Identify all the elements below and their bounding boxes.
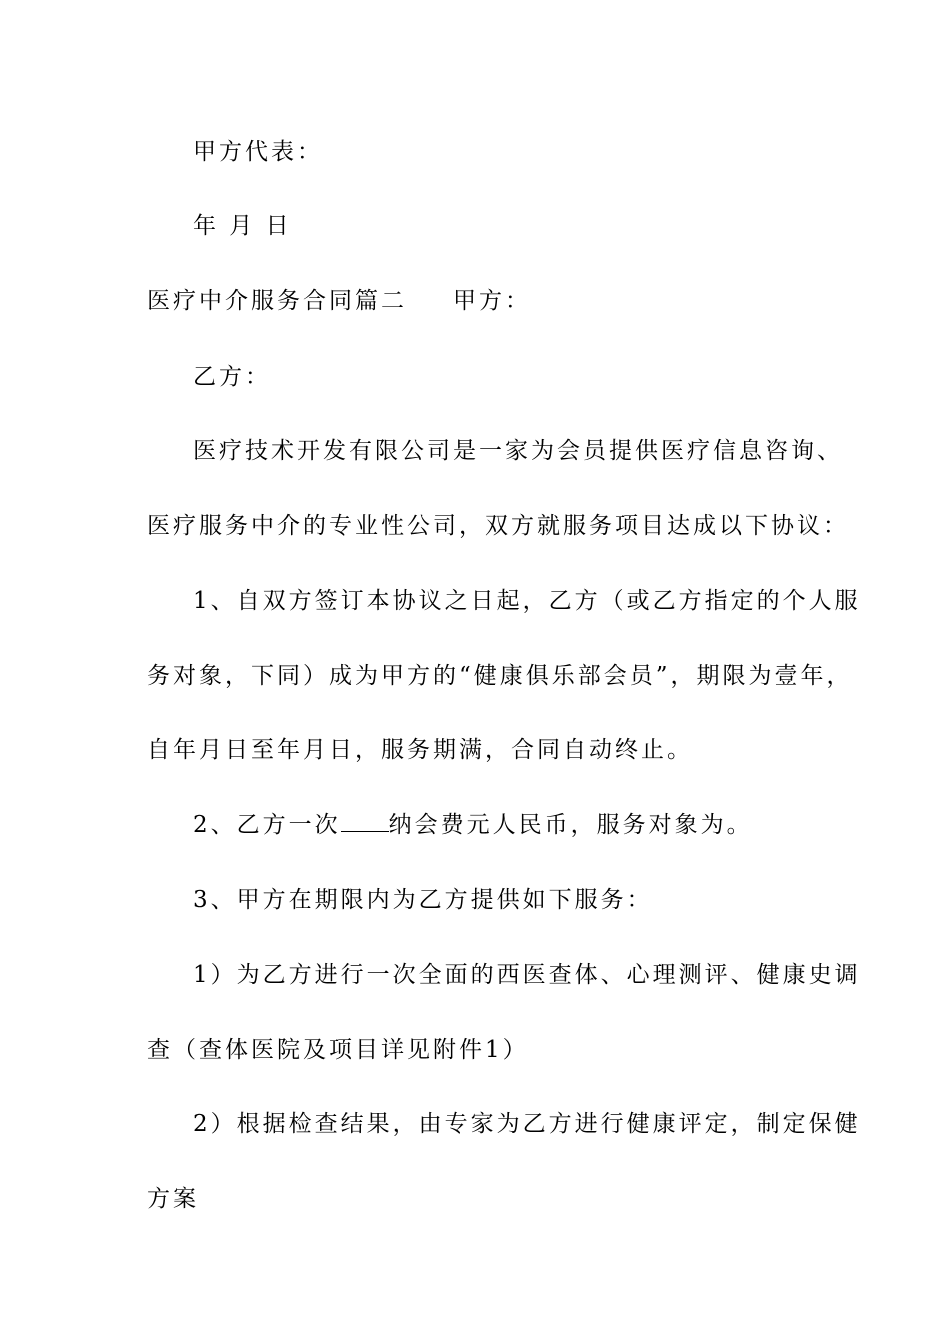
- clause-2-part-2: 纳会费元人民币，服务对象为。: [388, 812, 753, 838]
- date-line: 年 月 日: [193, 213, 292, 239]
- service-2-line-2: 方案: [147, 1186, 199, 1212]
- party-b-label: 乙方：: [193, 364, 271, 390]
- party-a-representative: 甲方代表：: [193, 139, 323, 165]
- fill-in-blank: [341, 813, 389, 832]
- paragraph-intro-line-1: 医疗技术开发有限公司是一家为会员提供医疗信息咨询、: [193, 438, 843, 464]
- paragraph-intro-line-2: 医疗服务中介的专业性公司，双方就服务项目达成以下协议：: [147, 513, 849, 539]
- service-1-line-1: 1）为乙方进行一次全面的西医查体、心理测评、健康史调: [193, 962, 861, 988]
- clause-1-line-1: 1、自双方签订本协议之日起，乙方（或乙方指定的个人服: [193, 588, 861, 614]
- clause-1-line-3: 自年月日至年月日，服务期满，合同自动终止。: [147, 737, 693, 763]
- party-a-label: 甲方：: [453, 288, 531, 314]
- service-1-line-2: 查（查体医院及项目详见附件1）: [147, 1037, 529, 1063]
- section-title: 医疗中介服务合同篇二: [147, 288, 407, 314]
- clause-3-line: 3、甲方在期限内为乙方提供如下服务：: [193, 887, 653, 913]
- clause-2-part-1: 2、乙方一次: [193, 812, 341, 838]
- service-2-line-1: 2）根据检查结果，由专家为乙方进行健康评定，制定保健: [193, 1111, 861, 1137]
- clause-1-line-2: 务对象，下同）成为甲方的“健康俱乐部会员”，期限为壹年，: [147, 663, 853, 689]
- section-heading-line: [147, 286, 837, 316]
- clause-2-line: [193, 810, 883, 840]
